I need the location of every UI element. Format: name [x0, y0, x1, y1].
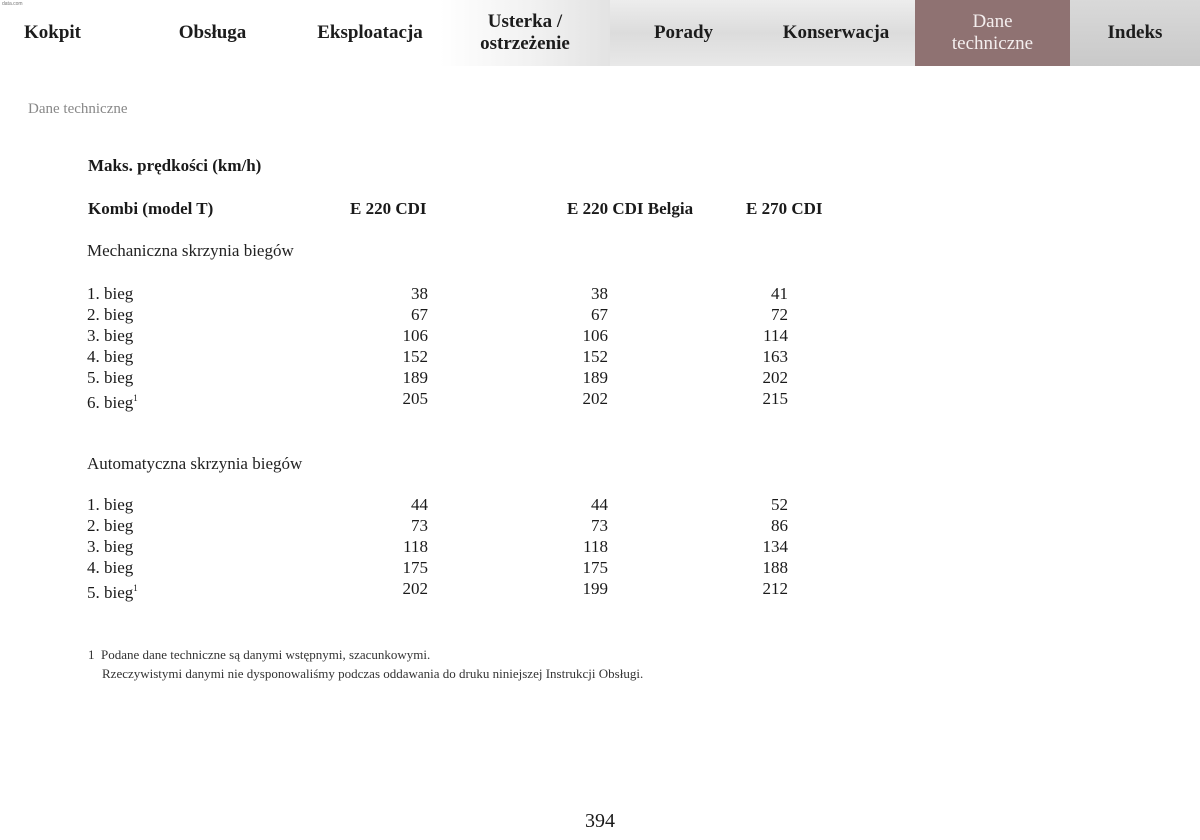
column-header: E 270 CDI — [746, 199, 823, 218]
tab-indeks[interactable]: Indeks — [1070, 0, 1200, 66]
gear-label — [87, 557, 207, 578]
tab-dane-techniczne[interactable]: Dane techniczne — [915, 0, 1070, 66]
gear-label-text: 5. bieg — [87, 583, 134, 602]
speed-value: 118 — [583, 537, 608, 556]
speed-value: 202 — [762, 368, 788, 387]
table-title: Maks. prędkości (km/h) — [88, 156, 262, 175]
speed-value: 67 — [591, 305, 608, 324]
gear-label-text: 3. bieg — [87, 326, 134, 345]
speed-value: 86 — [771, 516, 788, 535]
group-title: Automatyczna skrzynia biegów — [87, 454, 303, 473]
speed-value: 44 — [411, 495, 428, 514]
tab-kokpit[interactable]: Kokpit — [23, 22, 82, 43]
speed-value: 134 — [762, 537, 788, 556]
speed-value: 152 — [402, 347, 428, 366]
page-number: 394 — [585, 810, 615, 832]
speed-value: 73 — [591, 516, 608, 535]
speed-value: 106 — [402, 326, 428, 345]
speed-value: 189 — [582, 368, 608, 387]
speed-value: 199 — [582, 579, 608, 598]
speed-value: 175 — [582, 558, 608, 577]
tab-porady[interactable]: Porady — [610, 0, 757, 66]
gear-label — [87, 494, 207, 515]
section-header: Dane techniczne — [28, 101, 128, 117]
column-header: E 220 CDI — [350, 199, 427, 218]
footnote-line1 — [88, 647, 430, 663]
gear-label — [87, 515, 207, 536]
speed-value: 106 — [582, 326, 608, 345]
speed-value: 38 — [411, 284, 428, 303]
speed-value: 163 — [762, 347, 788, 366]
speed-value: 152 — [582, 347, 608, 366]
gear-label — [87, 283, 207, 304]
speed-value: 189 — [402, 368, 428, 387]
gear-label-text: 5. bieg — [87, 368, 134, 387]
column-header: E 220 CDI Belgia — [567, 199, 694, 218]
speed-value: 118 — [403, 537, 428, 556]
group-title: Mechaniczna skrzynia biegów — [87, 241, 294, 260]
tab-konserwacja[interactable]: Konserwacja — [757, 0, 915, 66]
speed-value: 202 — [402, 579, 428, 598]
gear-label-text: 4. bieg — [87, 558, 134, 577]
speed-value: 205 — [402, 389, 428, 408]
gear-label-text: 2. bieg — [87, 305, 134, 324]
speed-value: 114 — [763, 326, 788, 345]
speed-value: 38 — [591, 284, 608, 303]
gear-label-text: 6. bieg — [87, 393, 134, 412]
gear-label — [87, 325, 207, 346]
footnote-line2: Rzeczywistymi danymi nie dysponowaliśmy podczas oddawania do druku niniejszej Instrukcji Obsługi. — [102, 666, 644, 681]
gear-label — [87, 367, 207, 388]
gear-label — [87, 304, 207, 325]
footnote-text: Podane dane techniczne są danymi wstępnymi, szacunkowymi. — [101, 647, 431, 662]
tab-usterka[interactable]: Usterka / ostrzeżenie — [440, 0, 610, 66]
gear-label-text: 2. bieg — [87, 516, 134, 535]
tab-eksploatacja[interactable]: Eksploatacja — [317, 22, 423, 43]
gear-label-text: 1. bieg — [87, 495, 134, 514]
gear-label — [87, 346, 207, 367]
speed-value: 44 — [591, 495, 608, 514]
gear-label — [87, 388, 207, 413]
gear-label-text: 1. bieg — [87, 284, 134, 303]
speed-value: 72 — [771, 305, 788, 324]
watermark: data.com — [2, 1, 23, 7]
speed-value: 175 — [402, 558, 428, 577]
footnote-marker: 1 — [88, 647, 95, 662]
gear-label — [87, 578, 207, 603]
tab-obsluga[interactable]: Obsługa — [178, 22, 247, 43]
model-label: Kombi (model T) — [88, 199, 214, 218]
speed-value: 73 — [411, 516, 428, 535]
speed-value: 215 — [762, 389, 788, 408]
speed-value: 52 — [771, 495, 788, 514]
gear-label — [87, 536, 207, 557]
speed-value: 212 — [762, 579, 788, 598]
speed-value: 202 — [582, 389, 608, 408]
speed-value: 67 — [411, 305, 428, 324]
footnote-ref: 1 — [133, 583, 138, 593]
footnote-ref: 1 — [133, 393, 138, 403]
chapter-nav — [0, 0, 1200, 66]
gear-label-text: 4. bieg — [87, 347, 134, 366]
speed-value: 188 — [762, 558, 788, 577]
speed-value: 41 — [771, 284, 788, 303]
gear-label-text: 3. bieg — [87, 537, 134, 556]
